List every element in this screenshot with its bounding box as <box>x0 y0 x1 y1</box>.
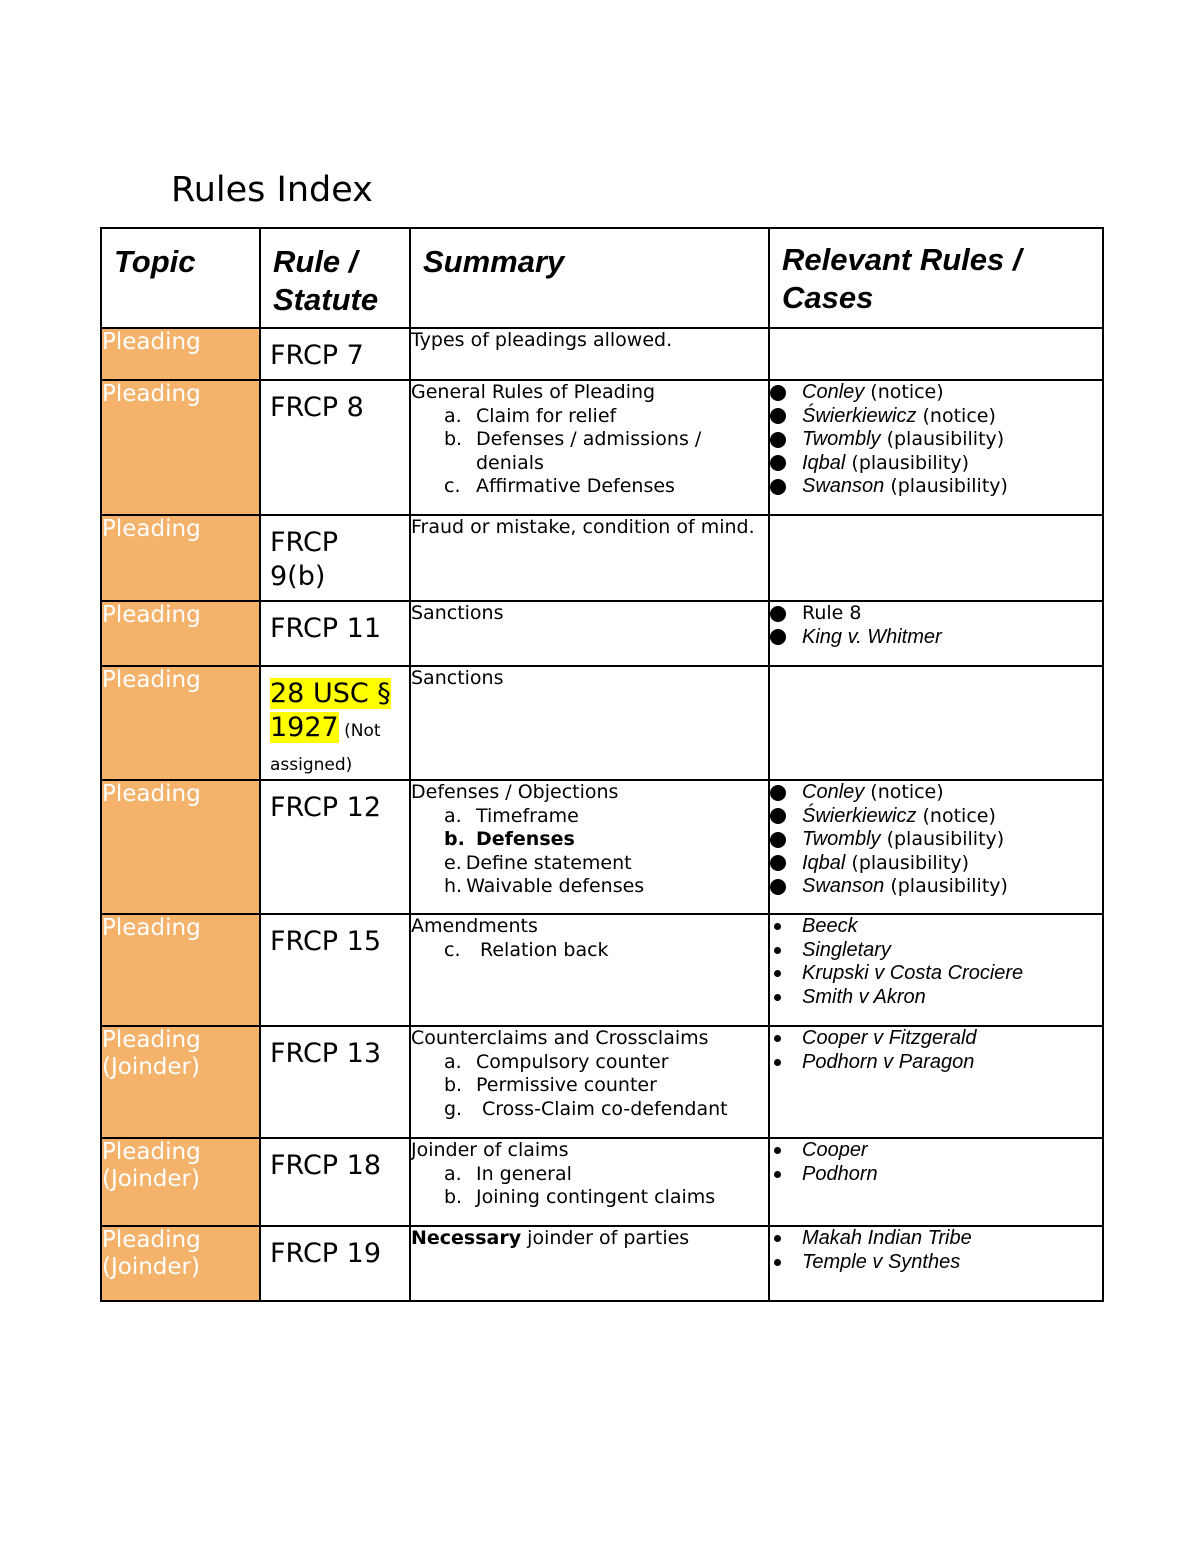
topic-cell: Pleading <box>101 515 260 601</box>
list-item: Beeck <box>770 915 1102 939</box>
table-row <box>101 1226 1103 1301</box>
table-row <box>101 380 1103 515</box>
bullet-icon <box>770 879 802 895</box>
relevant-cell <box>769 666 1103 780</box>
list-item: Makah Indian Tribe <box>770 1227 1102 1251</box>
bullet-icon <box>770 970 802 977</box>
bullet-icon <box>770 455 802 471</box>
bullet-icon <box>770 808 802 824</box>
topic-cell: Pleading (Joinder) <box>101 1138 260 1226</box>
rule-cell: FRCP 9(b) <box>260 515 410 601</box>
table-row <box>101 666 1103 780</box>
list-item: Cooper v Fitzgerald <box>770 1027 1102 1051</box>
table-row <box>101 1138 1103 1226</box>
relevant-cell <box>769 1138 1103 1226</box>
bullet-icon <box>770 1147 802 1154</box>
summary-cell: Sanctions <box>410 601 769 666</box>
bullet-icon <box>770 385 802 401</box>
bullet-icon <box>770 432 802 448</box>
rule-cell: FRCP 15 <box>260 914 410 1026</box>
header-summary: Summary <box>410 228 769 328</box>
list-item: Twombly (plausibility) <box>770 828 1102 852</box>
relevant-cell <box>769 515 1103 601</box>
header-relevant: Relevant Rules / Cases <box>769 228 1103 328</box>
list-item: Cooper <box>770 1139 1102 1163</box>
rule-cell: FRCP 11 <box>260 601 410 666</box>
summary-cell: Types of pleadings allowed. <box>410 328 769 380</box>
list-item: Podhorn <box>770 1163 1102 1187</box>
bullet-icon <box>770 1059 802 1066</box>
relevant-cell <box>769 780 1103 914</box>
summary-item: a. In general <box>444 1162 572 1185</box>
rules-index-table <box>100 227 1104 1302</box>
table-row <box>101 328 1103 380</box>
table-row <box>101 780 1103 914</box>
topic-cell: Pleading <box>101 328 260 380</box>
summary-item: c. Affirmative Defenses <box>444 475 675 497</box>
summary-cell: Necessary joinder of parties <box>410 1226 769 1301</box>
summary-item: h. Waivable defenses <box>444 875 645 897</box>
list-item: Singletary <box>770 939 1102 963</box>
bullet-icon <box>770 606 802 622</box>
list-item: Smith v Akron <box>770 986 1102 1010</box>
table-row <box>101 914 1103 1026</box>
bullet-icon <box>770 832 802 848</box>
bullet-icon <box>770 1171 802 1178</box>
summary-item: b. Defenses / admissions / denials <box>444 428 702 474</box>
list-item: Rule 8 <box>770 602 1102 626</box>
relevant-cell <box>769 1026 1103 1138</box>
list-item: Twombly (plausibility) <box>770 428 1102 452</box>
list-item: King v. Whitmer <box>770 626 1102 650</box>
list-item: Podhorn v Paragon <box>770 1051 1102 1075</box>
topic-cell: Pleading <box>101 601 260 666</box>
summary-item: a. Timeframe <box>444 804 579 827</box>
rule-cell: FRCP 13 <box>260 1026 410 1138</box>
header-row <box>101 228 1103 328</box>
header-rule: Rule / Statute <box>260 228 410 328</box>
list-item: Conley (notice) <box>770 781 1102 805</box>
summary-cell: General Rules of Pleading a. Claim for relief b. Defenses / admissions / denials c. Affirmative Defenses <box>410 380 769 515</box>
summary-item: b. Defenses <box>444 828 575 850</box>
table-row <box>101 1026 1103 1138</box>
bullet-icon <box>770 479 802 495</box>
summary-cell: Defenses / Objections a. Timeframe b. Defenses e. Define statement h. Waivable defenses <box>410 780 769 914</box>
rule-cell: FRCP 19 <box>260 1226 410 1301</box>
list-item: Conley (notice) <box>770 381 1102 405</box>
rule-cell: FRCP 12 <box>260 780 410 914</box>
summary-item: a. Compulsory counter <box>444 1050 669 1073</box>
header-topic: Topic <box>101 228 260 328</box>
topic-cell: Pleading <box>101 380 260 515</box>
bullet-icon <box>770 629 802 645</box>
list-item: Iqbal (plausibility) <box>770 452 1102 476</box>
list-item: Iqbal (plausibility) <box>770 852 1102 876</box>
list-item: Świerkiewicz (notice) <box>770 405 1102 429</box>
summary-cell: Counterclaims and Crossclaims a. Compulsory counter b. Permissive counter g. Cross-Claim co-defendant <box>410 1026 769 1138</box>
list-item: Swanson (plausibility) <box>770 875 1102 899</box>
rule-cell: FRCP 18 <box>260 1138 410 1226</box>
relevant-cell <box>769 601 1103 666</box>
summary-item: g. Cross-Claim co-defendant <box>444 1097 728 1120</box>
bullet-icon <box>770 1035 802 1042</box>
rule-cell: FRCP 7 <box>260 328 410 380</box>
summary-cell: Fraud or mistake, condition of mind. <box>410 515 769 601</box>
summary-cell: Amendments c. Relation back <box>410 914 769 1026</box>
topic-cell: Pleading (Joinder) <box>101 1026 260 1138</box>
list-item: Swanson (plausibility) <box>770 475 1102 499</box>
bullet-icon <box>770 408 802 424</box>
topic-cell: Pleading <box>101 780 260 914</box>
bullet-icon <box>770 855 802 871</box>
list-item: Świerkiewicz (notice) <box>770 805 1102 829</box>
topic-cell: Pleading <box>101 666 260 780</box>
list-item: Temple v Synthes <box>770 1251 1102 1275</box>
relevant-cell <box>769 1226 1103 1301</box>
bullet-icon <box>770 785 802 801</box>
rule-cell: 28 USC § 1927 (Not assigned) <box>260 666 410 780</box>
table-row <box>101 515 1103 601</box>
relevant-cell <box>769 914 1103 1026</box>
summary-item: c. Relation back <box>444 938 609 961</box>
topic-cell: Pleading (Joinder) <box>101 1226 260 1301</box>
bullet-icon <box>770 1259 802 1266</box>
summary-item: e. Define statement <box>444 851 632 874</box>
summary-item: a. Claim for relief <box>444 404 617 427</box>
bullet-icon <box>770 1235 802 1242</box>
rule-cell: FRCP 8 <box>260 380 410 515</box>
bullet-icon <box>770 923 802 930</box>
summary-cell: Joinder of claims a. In general b. Joining contingent claims <box>410 1138 769 1226</box>
document-title: Rules Index <box>171 170 373 210</box>
summary-cell: Sanctions <box>410 666 769 780</box>
bullet-icon <box>770 947 802 954</box>
topic-cell: Pleading <box>101 914 260 1026</box>
bullet-icon <box>770 994 802 1001</box>
summary-item: b. Permissive counter <box>444 1074 657 1096</box>
list-item: Krupski v Costa Crociere <box>770 962 1102 986</box>
relevant-cell <box>769 380 1103 515</box>
highlighted-statute: 28 USC § 1927 <box>270 678 391 743</box>
summary-item: b. Joining contingent claims <box>444 1186 716 1208</box>
table-row <box>101 601 1103 666</box>
relevant-cell <box>769 328 1103 380</box>
